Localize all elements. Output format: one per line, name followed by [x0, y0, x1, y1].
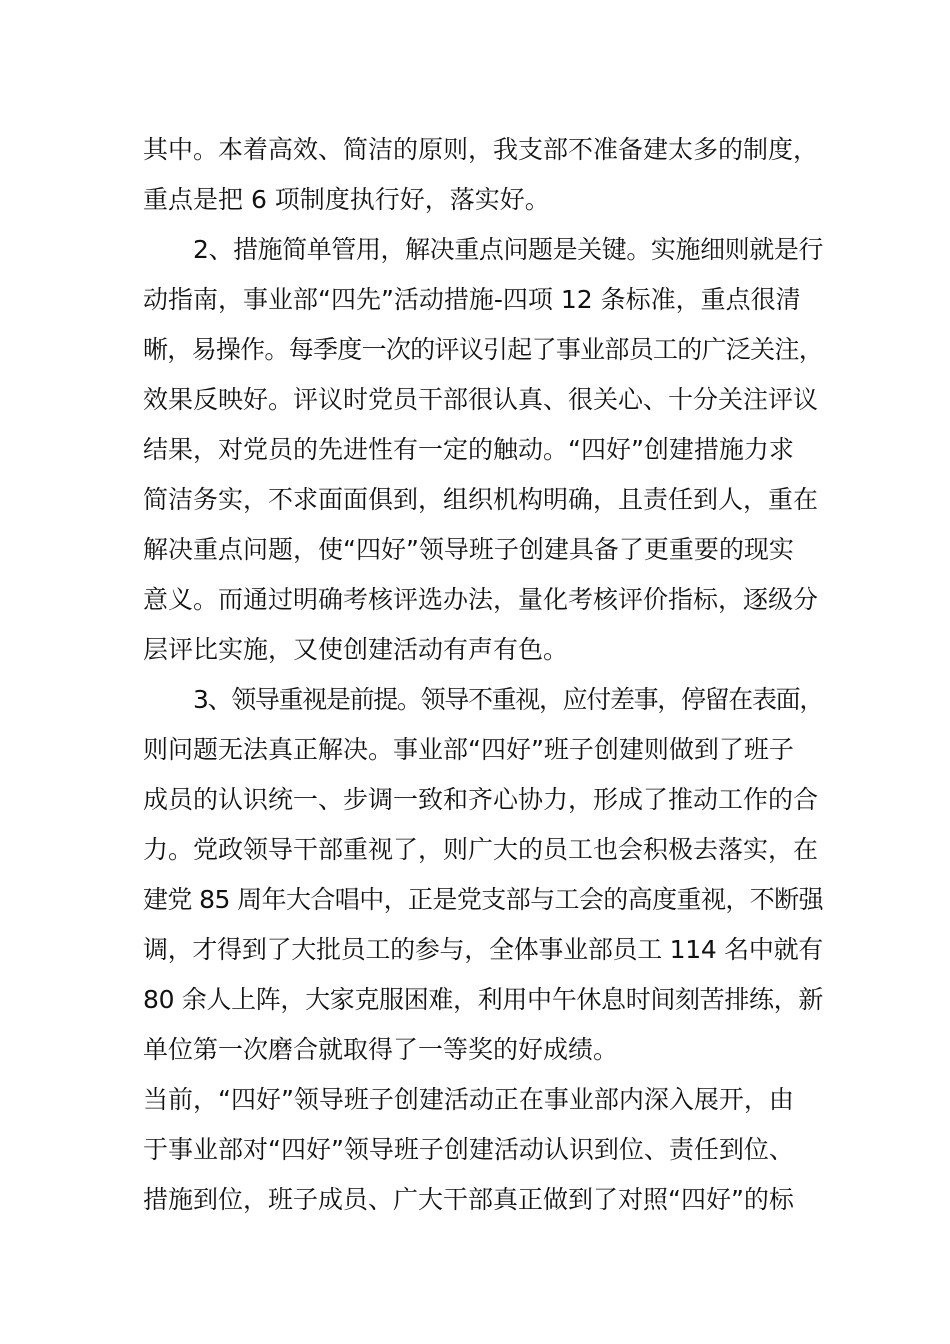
text-line: 80 余人上阵，大家克服困难，利用中午休息时间刻苦排练，新	[143, 985, 823, 1014]
paragraph-2	[143, 225, 823, 675]
text-line: 当前，“四好”领导班子创建活动正在事业部内深入展开，由	[143, 1085, 794, 1114]
paragraph-1-continuation	[143, 125, 823, 225]
text-line: 动指南，事业部“四先”活动措施-四项 12 条标准，重点很清	[143, 285, 801, 314]
text-line: 效果反映好。评议时党员干部很认真、很关心、十分关注评议	[143, 385, 819, 414]
text-line: 结果，对党员的先进性有一定的触动。“四好”创建措施力求	[143, 435, 794, 464]
text-line: 建党 85 周年大合唱中，正是党支部与工会的高度重视，不断强	[143, 885, 823, 914]
text-line: 其中。本着高效、简洁的原则，我支部不准备建太多的制度，	[143, 135, 819, 164]
document-body	[143, 125, 823, 1225]
text-line: 调，才得到了大批员工的参与，全体事业部员工 114 名中就有	[143, 935, 823, 964]
text-line: 则问题无法真正解决。事业部“四好”班子创建则做到了班子	[143, 735, 794, 764]
text-line: 2、措施简单管用，解决重点问题是关键。实施细则就是行	[193, 235, 823, 264]
text-line: 意义。而通过明确考核评选办法，量化考核评价指标，逐级分	[143, 585, 819, 614]
text-line: 层评比实施，又使创建活动有声有色。	[143, 635, 569, 664]
text-line: 单位第一次磨合就取得了一等奖的好成绩。	[143, 1035, 619, 1064]
text-line: 解决重点问题，使“四好”领导班子创建具备了更重要的现实	[143, 535, 794, 564]
text-line: 简洁务实，不求面面俱到，组织机构明确，且责任到人，重在	[143, 485, 819, 514]
paragraph-4	[143, 1075, 823, 1225]
text-line: 成员的认识统一、步调一致和齐心协力，形成了推动工作的合	[143, 785, 819, 814]
text-line: 于事业部对“四好”领导班子创建活动认识到位、责任到位、	[143, 1135, 794, 1164]
paragraph-3	[143, 675, 823, 1075]
text-line: 3、领导重视是前提。领导不重视，应付差事，停留在表面，	[193, 685, 823, 714]
text-line: 力。党政领导干部重视了，则广大的员工也会积极去落实，在	[143, 835, 819, 864]
text-line: 晰，易操作。每季度一次的评议引起了事业部员工的广泛关注，	[143, 335, 823, 364]
text-line: 重点是把 6 项制度执行好，落实好。	[143, 185, 550, 214]
text-line: 措施到位，班子成员、广大干部真正做到了对照“四好”的标	[143, 1185, 794, 1214]
